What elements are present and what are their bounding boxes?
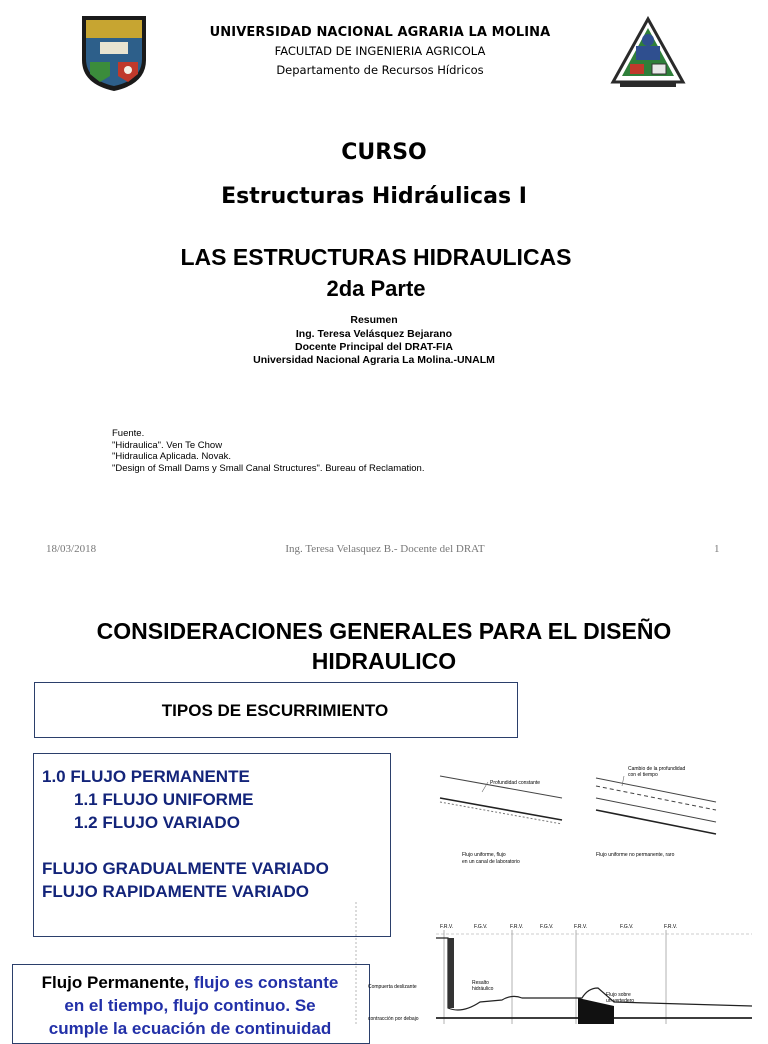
sources-block [112, 428, 424, 474]
faculty-name: FACULTAD DE INGENIERIA AGRICOLA [274, 44, 486, 58]
slide2-title-line-2: HIDRAULICO [311, 648, 457, 674]
unsteady-label-1: Cambio de la profundidad [628, 766, 686, 772]
uniform-caption-2: en un canal de laboratorio [462, 859, 520, 865]
definition-line-1 [13, 971, 367, 994]
gate-label: Compuerta deslizante [368, 984, 417, 990]
definition-box [12, 964, 370, 1044]
source-1-author: Ven Te Chow [166, 439, 223, 451]
flow-item-permanent: 1.0 FLUJO PERMANENTE [42, 767, 250, 786]
fig-tag-1: F.R.V. [440, 924, 454, 930]
unsteady-label-2: con el tiempo [628, 772, 658, 778]
uniform-depth-label: Profundidad constante [490, 780, 541, 786]
types-box [34, 682, 518, 738]
source-line-3 [112, 463, 424, 475]
flow-types-box [33, 753, 391, 937]
department-name: Departamento de Recursos Hídricos [276, 63, 484, 77]
source-line-2: "Hidraulica Aplicada. Novak. [112, 451, 232, 462]
flow-diagrams [352, 762, 756, 1024]
summary-author: Ing. Teresa Velásquez Bejarano [295, 328, 453, 340]
summary-institution: Universidad Nacional Agraria La Molina.-UNALM [253, 354, 495, 366]
fig-tag-5: F.R.V. [574, 924, 588, 930]
under-label: contracción por debajo [368, 1016, 419, 1022]
uniform-caption-1: Flujo uniforme, flujo [462, 852, 506, 858]
faculty-emblem-icon [610, 16, 686, 92]
source-3-title: "Design of Small Dams y Small Canal Structures". [112, 462, 323, 474]
slide2-title-line-1: CONSIDERACIONES GENERALES PARA EL DISEÑO [96, 618, 672, 644]
fig-tag-3: F.R.V. [510, 924, 524, 930]
slide2-title [0, 616, 768, 676]
topic-title: LAS ESTRUCTURAS HIDRAULICAS [180, 244, 572, 270]
flow-types-figure [352, 762, 756, 1024]
source-line-1 [112, 440, 424, 452]
fig-tag-2: F.G.V. [474, 924, 488, 930]
flow-item-rapid: FLUJO RAPIDAMENTE VARIADO [42, 882, 309, 901]
uniform-flow-diagram [440, 776, 562, 865]
unsteady-caption: Flujo uniforme no permanente, raro [596, 852, 675, 858]
definition-line-2: en el tiempo, flujo continuo. Se [64, 996, 316, 1015]
footer-date: 18/03/2018 [46, 543, 97, 555]
fig-tag-4: F.G.V. [540, 924, 554, 930]
university-name: UNIVERSIDAD NACIONAL AGRARIA LA MOLINA [209, 25, 551, 40]
definition-text [13, 971, 367, 1040]
topic-part: 2da Parte [326, 276, 426, 301]
fig-tag-7: F.R.V. [664, 924, 678, 930]
summary-position: Docente Principal del DRAT-FIA [295, 341, 453, 353]
source-1-title: "Hidraulica". [112, 439, 164, 451]
fig-tag-6: F.G.V. [620, 924, 634, 930]
sources-label: Fuente. [112, 428, 145, 439]
source-3-author: Bureau of Reclamation. [325, 462, 425, 474]
unsteady-flow-diagram [596, 766, 716, 858]
summary-label: Resumen [350, 314, 398, 326]
types-box-label: TIPOS DE ESCURRIMIENTO [161, 701, 389, 720]
flow-item-gradual: FLUJO GRADUALMENTE VARIADO [42, 859, 329, 878]
jump-label-2: hidráulico [472, 986, 494, 992]
flow-item-varied: 1.2 FLUJO VARIADO [74, 813, 240, 832]
jump-label-1: Resalto [472, 980, 489, 986]
definition-term: Flujo Permanente, [41, 973, 190, 992]
weir-label-2: un vertedero [606, 998, 635, 1004]
definition-line-3: cumple la ecuación de continuidad [48, 1019, 332, 1038]
university-crest-icon [80, 14, 148, 92]
course-label: CURSO [341, 140, 427, 165]
flow-types-list [42, 765, 329, 903]
footer-author: Ing. Teresa Velasquez B.- Docente del DRAT [285, 543, 485, 555]
flow-item-uniform: 1.1 FLUJO UNIFORME [74, 790, 254, 809]
weir-label-1: Flujo sobre [606, 992, 631, 998]
varied-flow-diagram [356, 902, 752, 1024]
course-name: Estructuras Hidráulicas I [221, 184, 527, 209]
footer-page-number: 1 [714, 543, 720, 555]
definition-rest-1: flujo es constante [193, 973, 339, 992]
